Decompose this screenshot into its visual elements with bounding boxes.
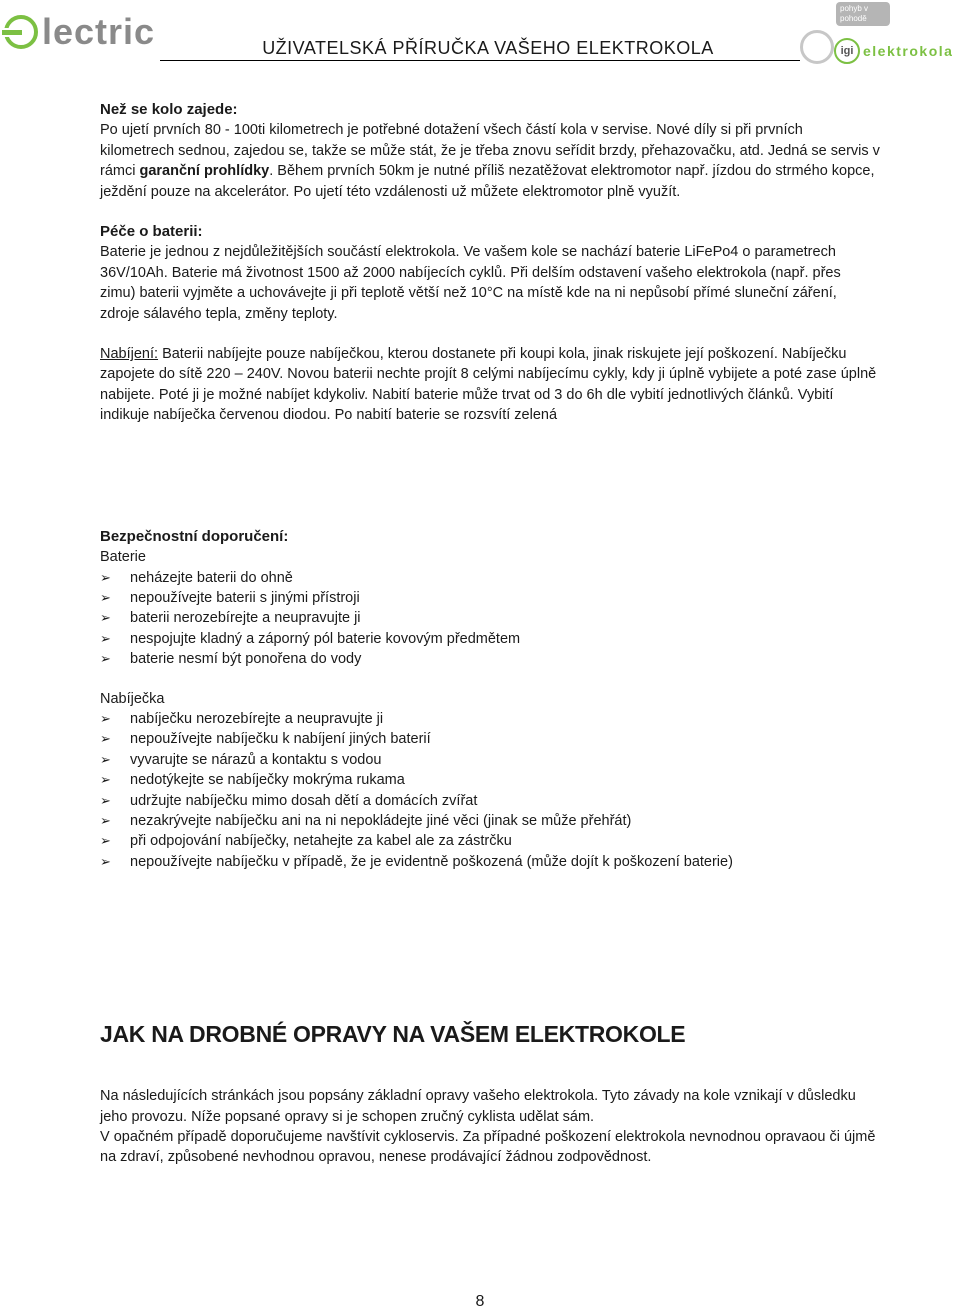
arrowhead-icon: ➢ <box>100 569 111 585</box>
lectric-logo <box>4 11 156 52</box>
charger-list-item-text: udržujte nabíječku mimo dosah dětí a domácích zvířat <box>130 792 478 809</box>
charger-list-item-text: nepoužívejte nabíječku v případě, že je evidentně poškozená (může dojít k poškození baterie) <box>130 853 733 870</box>
charger-list-item-text: nedotýkejte se nabíječky mokrýma rukama <box>130 772 405 789</box>
battery-safety-list <box>100 568 880 670</box>
lectric-logo-text: lectric <box>42 11 156 52</box>
battery-list-item <box>100 649 880 669</box>
bicycle-wheel-icon <box>800 30 834 64</box>
break-in-paragraph <box>100 120 880 202</box>
charger-list-item-text: nabíječku nerozebírejte a neupravujte ji <box>130 710 384 727</box>
battery-list-item <box>100 608 880 628</box>
battery-list-item <box>100 568 880 588</box>
arrowhead-icon: ➢ <box>100 731 111 747</box>
charger-list-item <box>100 770 880 790</box>
arrowhead-icon: ➢ <box>100 710 111 726</box>
igi-logo-text: igi <box>834 38 860 64</box>
charging-text: Baterii nabíjejte pouze nabíječkou, kterou dostanete při koupi kola, jinak riskujete její poškození. Nabíječku zapojete do sítě 220 – 240V. Novou baterii nechte projít 8 celými nabíjecímu cykly, kdy ji úplně vybijete a poté zase úplně nabijete. Poté ji je možné nabíjet kdykoliv. Nabití baterie může trvat od 3 do 6h dle vybití jednotlivých článků. Vybití indikuje nabíječka červenou diodou. Po nabití baterie se rozsvítí zelená <box>100 346 877 424</box>
arrowhead-icon: ➢ <box>100 630 111 646</box>
document-title <box>160 36 800 61</box>
warranty-inspection-emphasis: garanční prohlídky <box>139 163 270 180</box>
charger-list-item <box>100 791 880 811</box>
repairs-heading: JAK NA DROBNÉ OPRAVY NA VAŠEM ELEKTROKOLE <box>100 1021 686 1048</box>
battery-care-paragraph: Baterie je jednou z nejdůležitějších součástí elektrokola. Ve vašem kole se nachází baterie LiFePo4 o parametrech 36V/10Ah. Baterie má životnost 1500 až 2000 nabíjecích cyklů. Při delším odstavení vašeho elektrokola (např. přes zimu) baterii vyjměte a uchovávejte ji při teplotě větší než 10°C na místě kde na ni nepůsobí přímé sluneční záření, zdroje sálavého tepla, změny teploty. <box>100 244 841 322</box>
charger-list-item-text: nezakrývejte nabíječku ani na ni nepokládejte jiné věci (jinak se může přehřát) <box>130 812 632 829</box>
charger-list-item <box>100 729 880 749</box>
charger-list-item <box>100 831 880 851</box>
battery-list-item-text: neházejte baterii do ohně <box>130 569 293 586</box>
arrowhead-icon: ➢ <box>100 812 111 828</box>
section-heading-safety: Bezpečnostní doporučení: <box>100 527 289 545</box>
arrowhead-icon: ➢ <box>100 651 111 667</box>
page-header <box>0 0 960 70</box>
arrowhead-icon: ➢ <box>100 610 111 626</box>
break-in-text-a: Po ujetí prvních 80 - 100ti kilometrech je potřebné dotažení všech částí kola v servise. Nové díly si při prvních kilometrech sednou, zajedou se, takže se může stát, že je třeba znovu seřídit brzdy, přehazovačku, atd. Jedná se servis v rámci <box>100 122 880 180</box>
charger-list-item <box>100 750 880 770</box>
arrowhead-icon: ➢ <box>100 833 111 849</box>
battery-list-item-text: nepoužívejte baterii s jinými přístroji <box>130 589 360 606</box>
charger-list-label: Nabíječka <box>100 690 165 707</box>
charger-safety-list <box>100 709 880 872</box>
logo-badge: pohyb v pohodě <box>836 2 890 26</box>
charger-list-item <box>100 852 880 872</box>
repairs-paragraph-2: V opačném případě doporučujeme navštívit cykloservis. Za případné poškození elektrokola nevnodnou opravaou či újmě na zdraví, způsobené nevhodnou opravou, nenese prodávající žádnou zodpovědnost. <box>100 1129 876 1166</box>
charger-list-item <box>100 709 880 729</box>
charger-list-item <box>100 811 880 831</box>
charger-list-item-text: vyvarujte se nárazů a kontaktu s vodou <box>130 751 382 768</box>
arrowhead-icon: ➢ <box>100 853 111 869</box>
battery-list-item-text: baterie nesmí být ponořena do vody <box>130 651 362 668</box>
document-title-text: UŽIVATELSKÁ PŘÍRUČKA VAŠEHO ELEKTROKOLA <box>262 38 714 58</box>
battery-list-item <box>100 629 880 649</box>
plug-icon <box>4 15 38 49</box>
arrowhead-icon: ➢ <box>100 772 111 788</box>
section-heading-break-in: Než se kolo zajede: <box>100 101 238 118</box>
battery-list-item-text: nespojujte kladný a záporný pól baterie kovovým předmětem <box>130 630 521 647</box>
igi-elektrokola-logo <box>800 2 956 68</box>
repairs-paragraph-1: Na následujících stránkách jsou popsány základní opravy vašeho elektrokola. Tyto závady na kole vznikají v důsledku jeho provozu. Níže popsané opravy si je schopen zručný cyklista udělat sám. <box>100 1088 856 1125</box>
page-content <box>100 100 880 1168</box>
arrowhead-icon: ➢ <box>100 751 111 767</box>
page-number: 8 <box>475 1293 485 1310</box>
battery-list-label: Baterie <box>100 549 146 566</box>
charging-label: Nabíjení: <box>100 346 159 363</box>
battery-list-item-text: baterii nerozebírejte a neupravujte ji <box>130 610 361 627</box>
charger-list-item-text: při odpojování nabíječky, netahejte za kabel ale za zástrčku <box>130 833 512 850</box>
charger-list-item-text: nepoužívejte nabíječku k nabíjení jiných baterií <box>130 731 431 748</box>
break-in-text-b: . Během prvních 50km je nutné příliš nezatěžovat elektromotor např. jízdou do strmého kopce, ježdění pouze na akcelerátor. Po ujetí této vzdálenosti už můžete elektromotor plně využít. <box>100 163 875 200</box>
section-heading-battery-care: Péče o baterii: <box>100 223 203 241</box>
battery-list-item <box>100 588 880 608</box>
arrowhead-icon: ➢ <box>100 589 111 605</box>
elektrokola-logo-text: elektrokola <box>863 43 954 59</box>
charging-paragraph <box>100 344 880 426</box>
arrowhead-icon: ➢ <box>100 792 111 808</box>
